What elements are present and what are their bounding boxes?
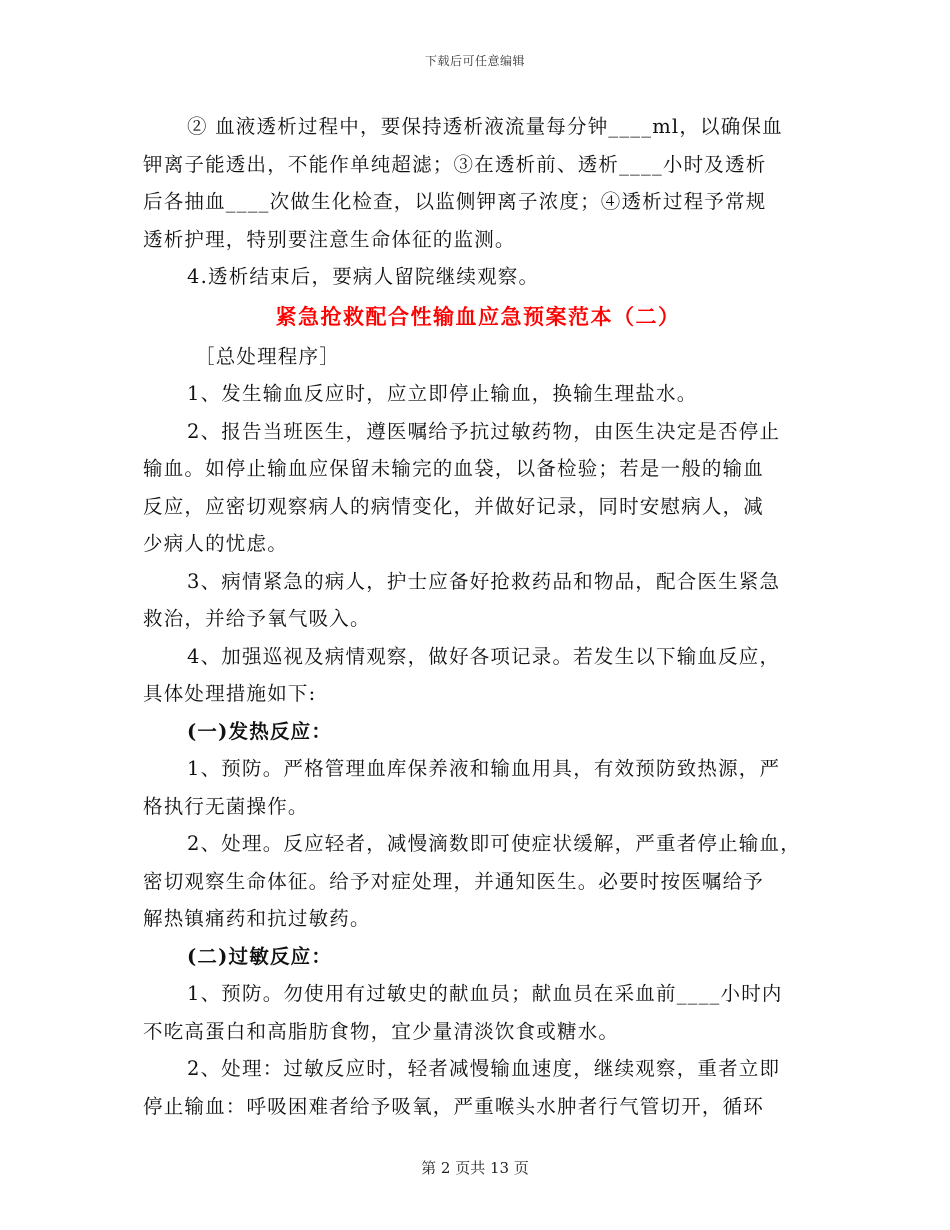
section-title: 紧急抢救配合性输血应急预案范本（二）: [275, 303, 681, 329]
paragraph-line: 救治，并给予氧气吸入。: [143, 607, 371, 630]
page-header: 下载后可任意编辑: [424, 54, 525, 68]
paragraph-line: 3、病情紧急的病人，护士应备好抢救药品和物品，配合医生紧急: [187, 569, 781, 593]
paragraph-line: 4.透析结束后，要病人留院继续观察。: [187, 265, 540, 288]
paragraph-line: 少病人的忧虑。: [143, 532, 288, 555]
paragraph-line: 密切观察生命体征。给予对症处理，并通知医生。必要时按医嘱给予: [143, 869, 765, 893]
paragraph-line: 解热镇痛药和抗过敏药。: [143, 907, 371, 930]
paragraph-line: 不吃高蛋白和高脂肪食物，宜少量清淡饮食或糖水。: [143, 1019, 620, 1043]
paragraph-line: 反应，应密切观察病人的病情变化，并做好记录，同时安慰病人，减: [143, 494, 765, 518]
paragraph-line: 透析护理，特别要注意生命体征的监测。: [143, 227, 516, 251]
paragraph-line: 具体处理措施如下:: [143, 682, 317, 705]
paragraph-line: 1、预防。严格管理血库保养液和输血用具，有效预防致热源，严: [187, 757, 781, 780]
document-body: [143, 108, 813, 1125]
subsection-heading: (二)过敏反应：: [187, 944, 333, 968]
paragraph-line: ② 血液透析过程中，要保持透析液流量每分钟____ml，以确保血: [187, 115, 783, 138]
paragraph-line: 2、处理。反应轻者，减慢滴数即可使症状缓解，严重者停止输血，: [187, 832, 801, 855]
paragraph-line: 1、预防。勿使用有过敏史的献血员；献血员在采血前____小时内: [187, 982, 783, 1005]
paragraph-line: 2、处理：过敏反应时，轻者减慢输血速度，继续观察，重者立即: [187, 1057, 781, 1080]
paragraph-line: 后各抽血____次做生化检查，以监侧钾离子浓度；④透析过程予常规: [143, 190, 767, 213]
page-footer: 第 2 页共 13 页: [421, 1159, 529, 1177]
paragraph-line: 钾离子能透出，不能作单纯超滤；③在透析前、透析____小时及透析: [143, 152, 767, 176]
paragraph-line: 停止输血：呼吸困难者给予吸氧，严重喉头水肿者行气管切开，循环: [143, 1094, 765, 1118]
paragraph-line: 输血。如停止输血应保留未输完的血袋，以备检验；若是一般的输血: [143, 457, 765, 480]
paragraph-line: 4、加强巡视及病情观察，做好各项记录。若发生以下输血反应，: [187, 644, 781, 668]
section-label: ［总处理程序］: [195, 344, 340, 368]
paragraph-line: 2、报告当班医生，遵医嘱给予抗过敏药物，由医生决定是否停止: [187, 419, 781, 443]
paragraph-line: 格执行无菌操作。: [143, 794, 309, 818]
paragraph-line: 1、发生输血反应时，应立即停止输血，换输生理盐水。: [187, 382, 698, 405]
subsection-heading: (一)发热反应：: [187, 719, 333, 743]
